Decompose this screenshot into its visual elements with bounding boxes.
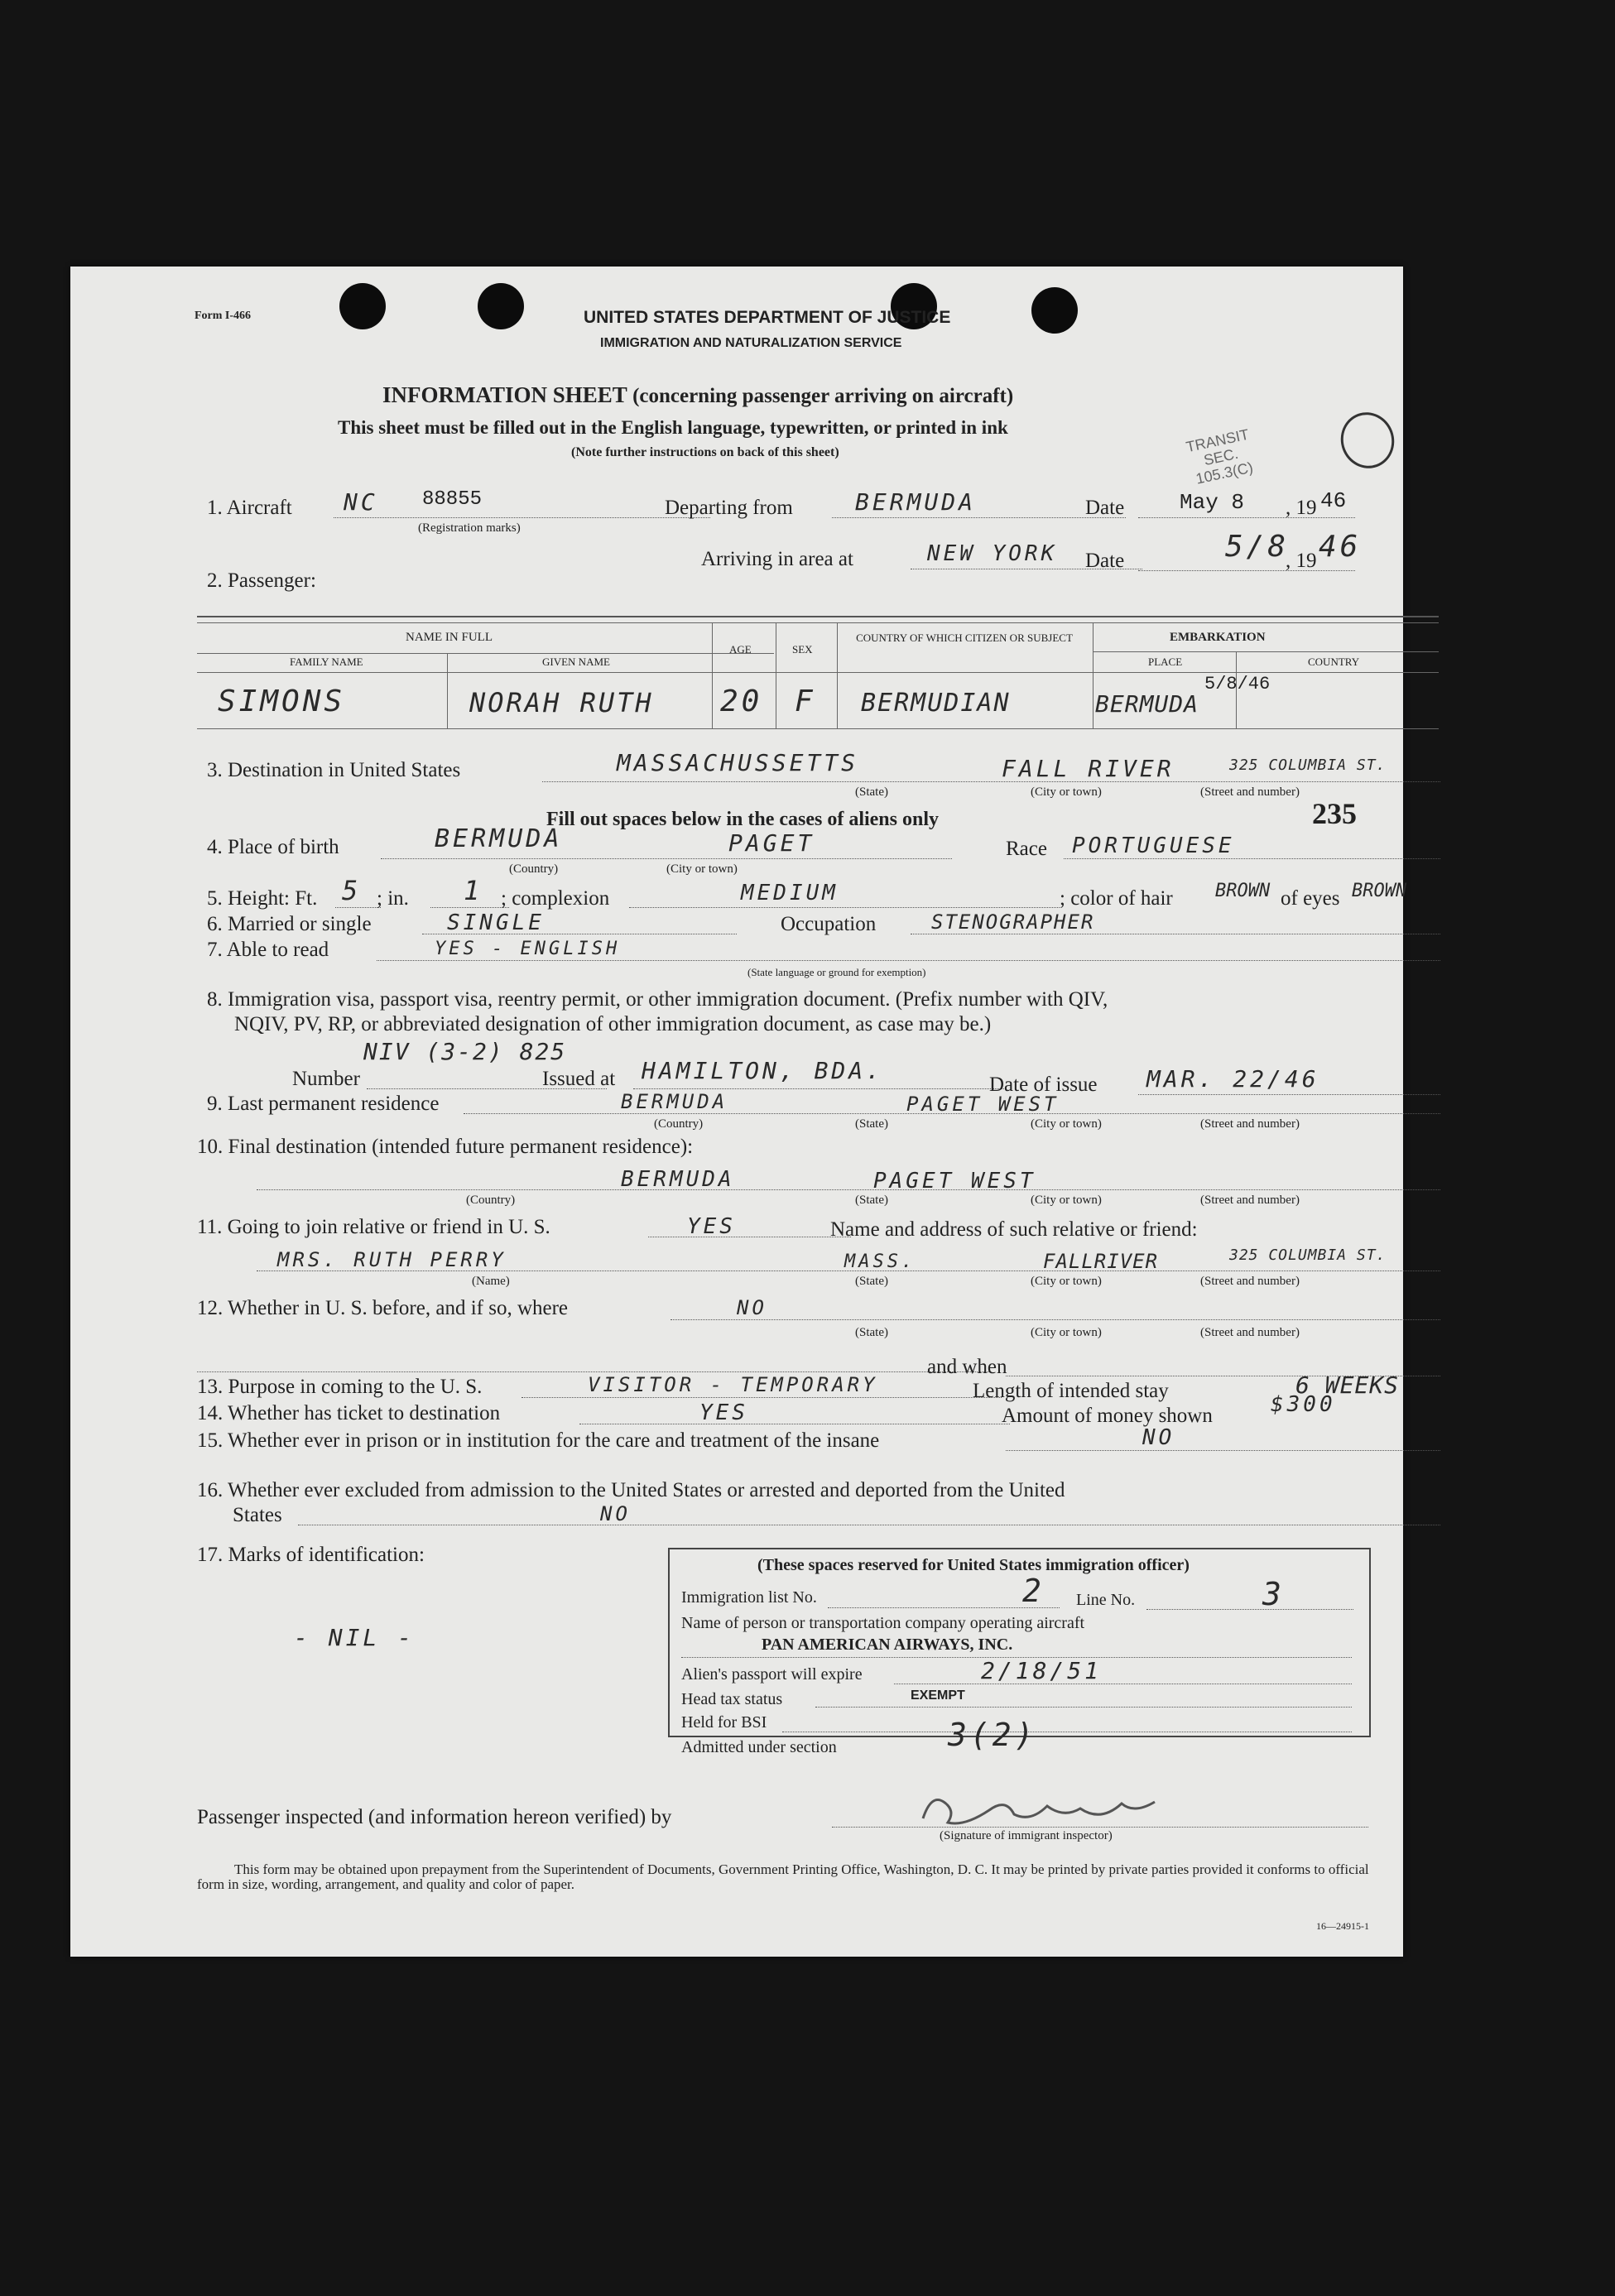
- married-label: 6. Married or single: [207, 913, 372, 935]
- occupation-label: Occupation: [781, 913, 877, 935]
- dest-city: FALL RIVER: [1002, 755, 1175, 782]
- date-of-issue-label: Date of issue: [989, 1074, 1098, 1096]
- given-name-header: GIVEN NAME: [542, 656, 610, 668]
- birth-country: BERMUDA: [435, 824, 563, 853]
- footer-text: This form may be obtained upon prepayment from the Superintendent of Documents, Government Printing Office, Washington, D. C. It may be printed by private parties provided it conforms to official form in size, wording, arrangement, and quality and color of paper.: [197, 1861, 1369, 1892]
- ticket-label: 14. Whether has ticket to destination: [197, 1402, 501, 1424]
- friend-street: 325 COLUMBIA ST.: [1229, 1246, 1387, 1264]
- aircraft-label: 1. Aircraft: [207, 497, 292, 519]
- marks-label: 17. Marks of identification:: [197, 1544, 425, 1566]
- visa-number: NIV (3-2) 825: [363, 1038, 567, 1065]
- stay: 6 WEEKS: [1295, 1371, 1400, 1399]
- age: 20: [720, 684, 763, 718]
- citizen-header: COUNTRY OF WHICH CITIZEN OR SUBJECT: [856, 632, 1073, 644]
- height-in: 1: [464, 875, 483, 906]
- prison: NO: [1142, 1425, 1175, 1450]
- imm-list-no: 2: [1022, 1573, 1045, 1609]
- last-residence-label: 9. Last permanent residence: [207, 1093, 440, 1115]
- depart-date: May 8: [1180, 490, 1245, 515]
- ticket: YES: [699, 1400, 748, 1425]
- dest-street: 325 COLUMBIA ST.: [1229, 757, 1387, 774]
- department: UNITED STATES DEPARTMENT OF JUSTICE: [584, 308, 951, 327]
- punch-hole: [1031, 287, 1078, 334]
- aliens-only: Fill out spaces below in the cases of aliens only: [546, 809, 940, 830]
- operator: PAN AMERICAN AIRWAYS, INC.: [762, 1636, 1013, 1654]
- length-stay-label: Length of intended stay: [973, 1380, 1169, 1402]
- birth-city: PAGET: [728, 829, 815, 857]
- race: PORTUGUESE: [1072, 833, 1235, 858]
- destination-label: 3. Destination in United States: [207, 759, 461, 781]
- last-city: PAGET WEST: [906, 1093, 1060, 1116]
- inspected-label: Passenger inspected (and information hereon verified) by: [197, 1806, 672, 1828]
- friend-name: MRS. RUTH PERRY: [277, 1248, 507, 1271]
- date-label: Date: [1085, 497, 1125, 519]
- aircraft-number: 88855: [422, 488, 483, 511]
- occupation: STENOGRAPHER: [931, 910, 1095, 934]
- aircraft-reg: NC: [344, 488, 378, 516]
- final-city: PAGET WEST: [873, 1169, 1036, 1194]
- prison-label: 15. Whether ever in prison or in institution for the care and treatment of the insane: [197, 1429, 880, 1452]
- eyes: BROWN: [1352, 881, 1407, 901]
- sex-header: SEX: [792, 643, 813, 656]
- arriving-label: Arriving in area at: [701, 548, 853, 570]
- before-label: 12. Whether in U. S. before, and if so, where: [197, 1297, 569, 1319]
- given-name: NORAH RUTH: [469, 687, 654, 718]
- punch-hole: [339, 283, 386, 329]
- and-when-label: and when: [927, 1356, 1007, 1378]
- form-code: 16—24915-1: [1316, 1920, 1369, 1932]
- purpose-label: 13. Purpose in coming to the U. S.: [197, 1376, 483, 1398]
- family-name-header: FAMILY NAME: [290, 656, 363, 668]
- number-label: Number: [292, 1068, 360, 1090]
- race-label: Race: [1006, 838, 1047, 860]
- complexion: MEDIUM: [741, 881, 839, 905]
- instruction: This sheet must be filled out in the English language, typewritten, or printed in ink: [338, 417, 1008, 438]
- citizen: BERMUDIAN: [861, 689, 1011, 718]
- issued-at: HAMILTON, BDA.: [642, 1057, 884, 1084]
- age-header: AGE: [729, 643, 752, 656]
- passport-expire: 2/18/51: [981, 1657, 1103, 1684]
- place-header: PLACE: [1148, 656, 1183, 668]
- last-country: BERMUDA: [621, 1090, 728, 1113]
- arrive-year: 46: [1319, 530, 1362, 564]
- immigration-doc-line2: NQIV, PV, RP, or abbreviated designation of other immigration document, as case may be.): [234, 1013, 992, 1035]
- height-label: 5. Height: Ft.: [207, 887, 318, 910]
- issue-date: MAR. 22/46: [1146, 1065, 1319, 1093]
- line-no: 3: [1262, 1576, 1285, 1612]
- going-to-join-label: 11. Going to join relative or friend in U. S.: [197, 1216, 550, 1238]
- signature-label: (Signature of immigrant inspector): [940, 1829, 1113, 1842]
- admitted-section: 3(2): [948, 1717, 1037, 1753]
- birth-label: 4. Place of birth: [207, 836, 339, 858]
- embark-place: BERMUDA: [1095, 690, 1199, 718]
- circle-mark: [1333, 405, 1401, 476]
- embark-date: 5/8/46: [1204, 674, 1271, 694]
- married: SINGLE: [447, 910, 545, 935]
- form-number: Form I-466: [195, 310, 252, 322]
- depart-year: 46: [1320, 488, 1347, 513]
- money-label: Amount of money shown: [1002, 1405, 1213, 1427]
- punch-hole: [478, 283, 524, 329]
- dest-state: MASSACHUSSETTS: [617, 749, 859, 776]
- passenger-label: 2. Passenger:: [207, 569, 316, 592]
- inspector-signature: [915, 1785, 1163, 1835]
- country-header: COUNTRY: [1308, 656, 1360, 668]
- family-name: SIMONS: [218, 684, 346, 718]
- immigration-doc-line1: 8. Immigration visa, passport visa, reentry permit, or other immigration document. (Prefix number with QIV,: [207, 988, 1108, 1011]
- embarkation-header: EMBARKATION: [1170, 631, 1266, 644]
- money: $300: [1271, 1392, 1336, 1417]
- reserved-label: (These spaces reserved for United States immigration officer): [757, 1556, 1190, 1574]
- page-title: INFORMATION SHEET (concerning passenger arriving on aircraft): [382, 382, 1014, 407]
- join: YES: [687, 1214, 736, 1239]
- name-in-full-header: NAME IN FULL: [406, 631, 493, 644]
- purpose: VISITOR - TEMPORARY: [588, 1373, 878, 1396]
- arrive-date: 5/8: [1225, 530, 1290, 564]
- final-destination-label: 10. Final destination (intended future permanent residence):: [197, 1136, 694, 1158]
- issued-at-label: Issued at: [542, 1068, 616, 1090]
- before: NO: [737, 1296, 767, 1319]
- information-sheet: Form I-466 UNITED STATES DEPARTMENT OF JUSTICE IMMIGRATION AND NATURALIZATION SERVICE INFORMATION SHEET (concerning passenger arriving on aircraft) This sheet must be filled out in the English language, typewritten, or printed in ink (Note further instructions on back of this sheet) TRANSIT SEC. 105.3(C) 1. Aircraft NC 88855 (Registration marks) Departing from BERMUDA Date May 8 , 19 46 Arriving in area at NEW YORK Date 5/8 , 19 46 2. Passenger: NAME IN FULL FAMILY NAME GIVEN NAME AGE SEX COUNTRY OF WHICH CITIZEN OR SUBJECT EMBARKATION PLACE COUNTRY SIMONS NORAH RUTH 20 F BERMUDIAN BERMUDA 5/8/46 3. Destination in United States MASSACHUSSETTS FALL RIVER 325 COLUMBIA ST. (State) (City or town) (Street and number) 235 Fill out spaces below in the cases of aliens only 4. Place of birth BERMUDA PAGET (Country) (City or town) Race PORTUGUESE 5. Height: Ft. 5 ; in. 1 ; complexion MEDIUM ; color of hair BROWN of eyes BROWN 6. Married or single SINGLE Occupation STENOGRAPHER 7. Able to read YES - ENGLISH (State language or ground for exemption) 8. Immigration visa, passport visa, reentry permit, or other immigration document. (Prefix number with QIV, NQIV, PV, RP, or abbreviated designation of other immigration document, as case may be.) Number NIV (3-2) 825 Issued at HAMILTON, BDA. Date of issue MAR. 22/46 9. Last permanent residence BERMUDA PAGET WEST (Country) (State) (City or town) (Street and number) 10. Final destination (intended future permanent residence): BERMUDA PAGET WEST (Country) (State) (City or town) (Street and number) 11. Going to join relative or friend in U. S. YES Name and address of such relative or friend: MRS. RUTH PERRY MASS. FALLRIVER 325 COLUMBIA ST. (Name) (State) (City or town) (Street and number) 12. Whether in U. S. before, and if so, where NO (State) (City or town) (Street and number) and when 13. Purpose in coming to the U. S. VISITOR - TEMPORARY Length of intended stay 6 WEEKS 14. Whether has ticket to destination YES Amount of money shown $300 15. Whether ever in prison or in institution for the care and treatment of the insane NO 16. Whether ever excluded from admission to the United States or arrested and deported from the United States NO 17. Marks of identification: - NIL - (These spaces reserved for United States immigration officer) Immigration list No. 2 Line No. 3 Name of person or transportation company operating aircraft PAN AMERICAN AIRWAYS, INC. Alien's passport will expire 2/18/51 Head tax status EXEMPT Held for BSI Admitted under section 3(2) Passenger inspected (and information hereon verified) by (Signature of immigrant inspector) This form may be obtained upon prepayment from the Superintendent of Documents, Government Printing Office, Washington, D. C. It may be printed by private parties provided it conforms to official form in size, wording, arrangement, and quality and color of paper. 16—24915-1: [70, 267, 1403, 1957]
- number-stamp: 235: [1312, 797, 1357, 830]
- height-ft: 5: [342, 875, 362, 906]
- final-country: BERMUDA: [621, 1167, 735, 1192]
- friend-state: MASS.: [844, 1251, 916, 1272]
- friend-city: FALLRIVER: [1043, 1250, 1159, 1273]
- hair: BROWN: [1215, 881, 1271, 901]
- departing-value: BERMUDA: [855, 488, 977, 516]
- read: YES - ENGLISH: [435, 939, 621, 959]
- note: (Note further instructions on back of this sheet): [571, 445, 839, 459]
- service: IMMIGRATION AND NATURALIZATION SERVICE: [600, 336, 902, 350]
- read-label: 7. Able to read: [207, 939, 329, 961]
- marks: - NIL -: [294, 1624, 416, 1651]
- sex: F: [795, 684, 816, 718]
- name-address-label: Name and address of such relative or friend:: [830, 1218, 1198, 1241]
- departing-label: Departing from: [665, 497, 793, 519]
- transit-stamp: TRANSIT SEC. 105.3(C): [1185, 425, 1255, 488]
- arriving-value: NEW YORK: [927, 541, 1058, 566]
- excluded: NO: [600, 1502, 631, 1525]
- head-tax-status: EXEMPT: [911, 1688, 965, 1703]
- excluded-label: 16. Whether ever excluded from admission to the United States or arrested and deported from the United: [197, 1479, 1065, 1501]
